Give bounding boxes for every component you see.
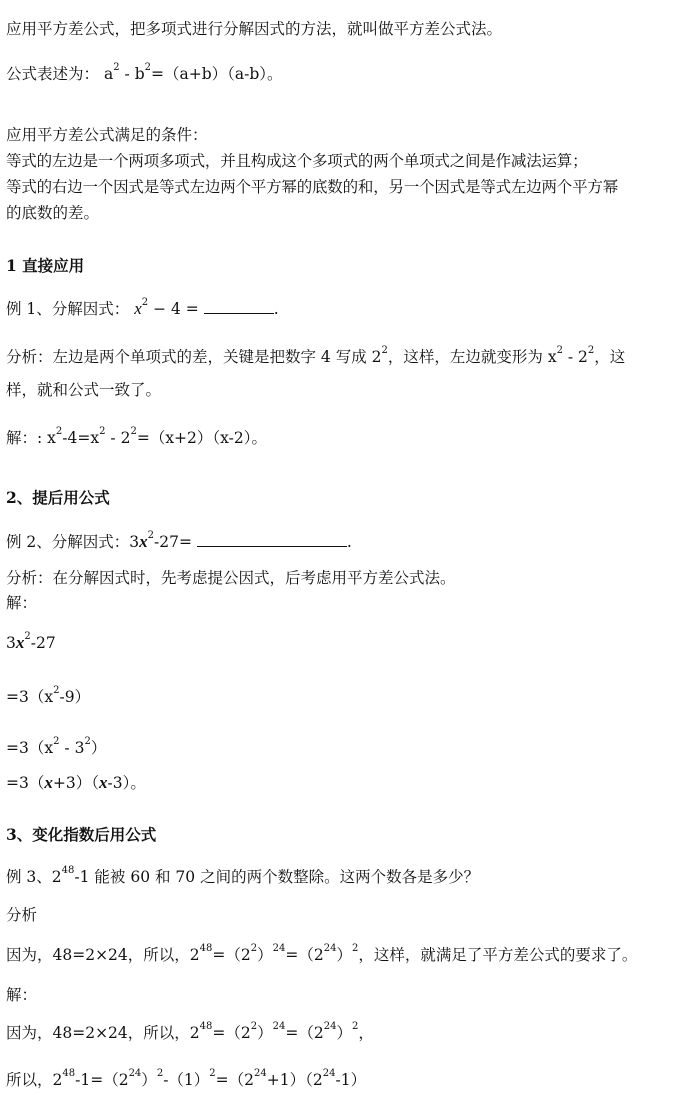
exp: 2 bbox=[351, 943, 359, 954]
because-part: 因为，48=2×24，所以，2 bbox=[6, 946, 200, 964]
formula-line bbox=[6, 64, 283, 87]
exp: 48 bbox=[199, 943, 213, 954]
exp: 2 bbox=[99, 426, 106, 437]
because-part: ） bbox=[336, 946, 352, 964]
example3-line bbox=[6, 867, 479, 890]
step-part: =3（ bbox=[6, 774, 45, 792]
formula-prefix: 公式表述为： bbox=[6, 65, 100, 83]
minus: - bbox=[124, 65, 130, 83]
step3 bbox=[6, 738, 106, 761]
exp: 2 bbox=[113, 62, 120, 73]
step-part: 3 bbox=[6, 634, 16, 652]
analysis1-part: 分析：左边是两个单项式的差，关键是把数字 4 写成 2 bbox=[6, 348, 382, 366]
exp: 2 bbox=[144, 62, 152, 73]
exp: 2 bbox=[587, 345, 595, 356]
solution1-part: -4=x bbox=[62, 429, 100, 447]
so-part: -1） bbox=[335, 1071, 367, 1089]
step2 bbox=[6, 687, 90, 710]
exp: 2 bbox=[209, 1068, 216, 1079]
answer-blank bbox=[197, 530, 347, 547]
because-line-1 bbox=[6, 945, 637, 968]
exp: 24 bbox=[272, 943, 286, 954]
step-part: - 3 bbox=[64, 739, 85, 757]
example2-tail: -27= bbox=[154, 533, 192, 551]
analysis1-cont: 样，就和公式一致了。 bbox=[6, 381, 162, 399]
exp: 2 bbox=[53, 685, 60, 696]
because-part: ） bbox=[257, 946, 273, 964]
exp: 48 bbox=[61, 865, 75, 876]
analysis2-text: 分析：在分解因式时，先考虑提公因式，后考虑用平方差公式法。 bbox=[6, 569, 456, 587]
period: . bbox=[346, 533, 352, 551]
exp: 2 bbox=[130, 426, 137, 437]
formula-rest: =（a+b）（a-b）。 bbox=[151, 65, 283, 83]
formula-a: a bbox=[103, 65, 114, 83]
step-part: +3）（ bbox=[52, 774, 99, 792]
section2-title: 2、提后用公式 bbox=[6, 488, 110, 507]
step4 bbox=[6, 773, 146, 793]
because-part: ） bbox=[257, 1024, 273, 1042]
exp: 24 bbox=[254, 1068, 267, 1079]
condition-2b: 的底数的差。 bbox=[6, 204, 100, 222]
example2-line bbox=[6, 530, 352, 555]
exp: 2 bbox=[250, 1021, 258, 1032]
example1-tail: − 4 = bbox=[148, 300, 199, 318]
exp: 24 bbox=[272, 1021, 286, 1032]
exp: 24 bbox=[128, 1068, 142, 1079]
var-x: x bbox=[15, 633, 25, 652]
step-part: ） bbox=[90, 739, 107, 757]
formula-b: b bbox=[134, 65, 145, 83]
condition-1: 等式的左边是一个两项多项式，并且构成这个多项式的两个单项式之间是作减法运算； bbox=[6, 152, 588, 170]
solution1-part: 解：: x bbox=[6, 429, 56, 447]
example3-part: -1 能被 60 和 70 之间的两个数整除。这两个数各是多少？ bbox=[74, 868, 480, 886]
exp: 2 bbox=[141, 297, 149, 308]
answer-blank bbox=[204, 297, 274, 314]
condition-title: 应用平方差公式满足的条件： bbox=[6, 126, 208, 144]
exp: 2 bbox=[84, 736, 91, 747]
analysis1-part: ，这样，左边就变形为 x bbox=[387, 348, 557, 366]
because-part: 因为，48=2×24，所以，2 bbox=[6, 1024, 200, 1042]
exp: 2 bbox=[250, 943, 258, 954]
exp: 24 bbox=[323, 1021, 337, 1032]
because-part: =（2 bbox=[285, 1024, 324, 1042]
exp: 48 bbox=[199, 1021, 213, 1032]
because-part: =（2 bbox=[285, 946, 324, 964]
example3-part: 例 3、2 bbox=[6, 868, 62, 886]
section1-title: 1 直接应用 bbox=[6, 256, 85, 275]
var-x: x bbox=[98, 773, 108, 792]
section3-title: 3、变化指数后用公式 bbox=[6, 825, 157, 844]
exp: 2 bbox=[351, 1021, 359, 1032]
analysis1-part: - 2 bbox=[567, 348, 588, 366]
because-part: =（2 bbox=[212, 1024, 251, 1042]
solution1-part: =（x+2）（x-2）。 bbox=[136, 429, 267, 447]
period: . bbox=[273, 300, 279, 318]
example1-line bbox=[6, 297, 279, 322]
because-part: ，这样，就满足了平方差公式的要求了。 bbox=[358, 946, 638, 964]
so-part: -1=（2 bbox=[75, 1071, 129, 1089]
var-x: x bbox=[134, 299, 142, 318]
because-part: =（2 bbox=[212, 946, 251, 964]
so-part: 所以，2 bbox=[6, 1071, 63, 1089]
so-part: ） bbox=[141, 1071, 157, 1089]
analysis1-line bbox=[6, 347, 625, 370]
so-part: -（1） bbox=[163, 1071, 210, 1089]
analysis1-part: ，这 bbox=[594, 348, 626, 366]
step-part: -9） bbox=[59, 688, 91, 706]
because-line-2 bbox=[6, 1023, 374, 1046]
exp: 2 bbox=[53, 736, 60, 747]
solution2-label: 解： bbox=[6, 594, 38, 612]
exp: 24 bbox=[323, 943, 337, 954]
so-line bbox=[6, 1070, 366, 1093]
exp: 2 bbox=[156, 1068, 164, 1079]
solution3-label: 解： bbox=[6, 986, 38, 1004]
step1 bbox=[6, 633, 56, 656]
because-part: ， bbox=[358, 1024, 374, 1042]
exp: 2 bbox=[147, 530, 155, 541]
step-part: =3（x bbox=[6, 688, 54, 706]
exp: 24 bbox=[322, 1068, 336, 1079]
example2-label: 例 2、分解因式：3 bbox=[6, 533, 140, 551]
because-part: ） bbox=[336, 1024, 352, 1042]
step-part: -27 bbox=[30, 634, 56, 652]
step-part: -3）。 bbox=[107, 774, 146, 792]
condition-2a: 等式的右边一个因式是等式左边两个平方幂的底数的和，另一个因式是等式左边两个平方幂 bbox=[6, 178, 619, 196]
step-part: =3（x bbox=[6, 739, 54, 757]
solution1-line bbox=[6, 428, 267, 451]
exp: 2 bbox=[24, 631, 31, 642]
exp: 2 bbox=[55, 426, 63, 437]
exp: 48 bbox=[62, 1068, 76, 1079]
var-x: x bbox=[139, 532, 148, 551]
example1-label: 例 1、分解因式： bbox=[6, 300, 130, 318]
solution1-part: - 2 bbox=[110, 429, 131, 447]
so-part: +1）（2 bbox=[266, 1071, 323, 1089]
so-part: =（2 bbox=[215, 1071, 255, 1089]
exp: 2 bbox=[381, 345, 388, 356]
var-x: x bbox=[44, 773, 53, 792]
analysis3-label: 分析 bbox=[6, 906, 38, 924]
definition-text: 应用平方差公式，把多项式进行分解因式的方法，就叫做平方差公式法。 bbox=[6, 20, 503, 38]
exp: 2 bbox=[556, 345, 563, 356]
